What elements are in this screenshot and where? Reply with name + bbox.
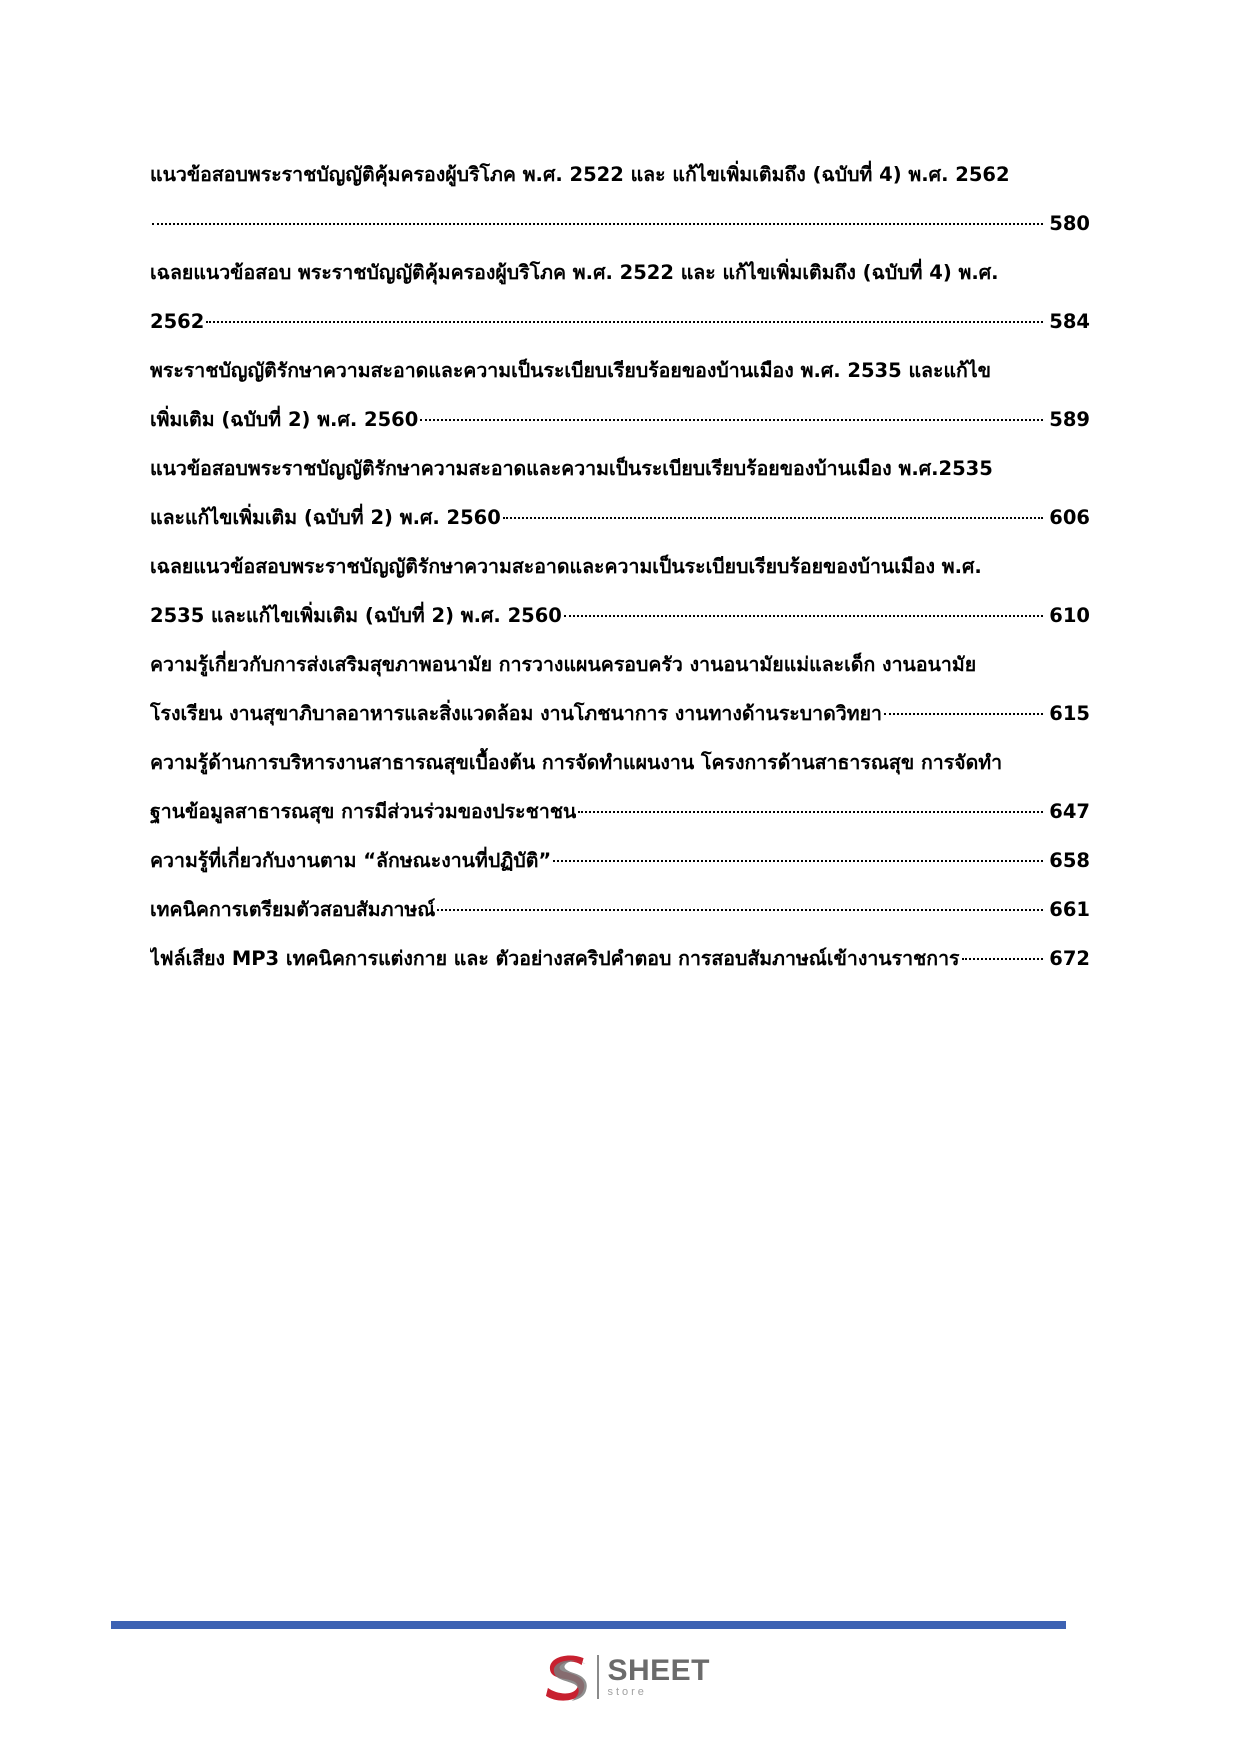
toc-entry-text: ความรู้เกี่ยวกับการส่งเสริมสุขภาพอนามัย การวางแผนครอบครัว งานอนามัยแม่และเด็ก งานอนามัย: [150, 653, 977, 676]
dot-leader: [206, 321, 1043, 323]
toc-entry-text: แนวข้อสอบพระราชบัญญัติรักษาความสะอาดและความเป็นระเบียบเรียบร้อยของบ้านเมือง พ.ศ.2535: [150, 457, 993, 480]
toc-entry-text: เทคนิคการเตรียมตัวสอบสัมภาษณ์: [150, 898, 436, 921]
logo-separator: [597, 1655, 599, 1699]
toc-page-number: 610: [1049, 604, 1090, 627]
logo-text: [607, 1656, 710, 1698]
toc-entry[interactable]: [150, 885, 1090, 934]
dot-leader: [420, 419, 1043, 421]
toc-page-number: 606: [1049, 506, 1090, 529]
toc-page-number: 580: [1049, 212, 1090, 235]
toc-entry[interactable]: [150, 640, 1090, 738]
toc-entry-text: เฉลยแนวข้อสอบ พระราชบัญญัติคุ้มครองผู้บริโภค พ.ศ. 2522 และ แก้ไขเพิ่มเติมถึง (ฉบับที่ 4) พ.ศ.: [150, 261, 999, 284]
toc-entry-text: และแก้ไขเพิ่มเติม (ฉบับที่ 2) พ.ศ. 2560: [150, 506, 501, 529]
toc-entry-text: โรงเรียน งานสุขาภิบาลอาหารและสิ่งแวดล้อม งานโภชนาการ งานทางด้านระบาดวิทยา: [150, 702, 882, 725]
dot-leader: [503, 517, 1043, 519]
toc-entry-text: เพิ่มเติม (ฉบับที่ 2) พ.ศ. 2560: [150, 408, 419, 431]
toc-entry[interactable]: [150, 738, 1090, 836]
dot-leader: [884, 713, 1043, 715]
dot-leader: [553, 860, 1043, 862]
toc-entry-text: ความรู้ที่เกี่ยวกับงานตาม “ลักษณะงานที่ปฏิบัติ”: [150, 849, 552, 872]
toc-page-number: 672: [1049, 947, 1090, 970]
toc-entry[interactable]: [150, 836, 1090, 885]
toc-entry-text: เฉลยแนวข้อสอบพระราชบัญญัติรักษาความสะอาดและความเป็นระเบียบเรียบร้อยของบ้านเมือง พ.ศ.: [150, 555, 982, 578]
toc-entry-text: ความรู้ด้านการบริหารงานสาธารณสุขเบื้องต้น การจัดทำแผนงาน โครงการด้านสาธารณสุข การจัดทำ: [150, 751, 1003, 774]
toc-page-number: 584: [1049, 310, 1090, 333]
dot-leader: [437, 909, 1043, 911]
toc-entry-text: ไฟล์เสียง MP3 เทคนิคการแต่งกาย และ ตัวอย่างสคริปคำตอบ การสอบสัมภาษณ์เข้างานราชการ: [150, 947, 960, 970]
toc-page-number: 589: [1049, 408, 1090, 431]
toc-entry[interactable]: [150, 346, 1090, 444]
toc-entry-text: 2562: [150, 310, 205, 333]
sheet-store-s-icon: [540, 1650, 593, 1704]
toc-entry[interactable]: [150, 934, 1090, 983]
toc-entry-text: ฐานข้อมูลสาธารณสุข การมีส่วนร่วมของประชาชน: [150, 800, 577, 823]
toc-page-number: 658: [1049, 849, 1090, 872]
toc-page-number: 661: [1049, 898, 1090, 921]
toc-entry-text: 2535 และแก้ไขเพิ่มเติม (ฉบับที่ 2) พ.ศ. 2560: [150, 604, 562, 627]
dot-leader: [962, 958, 1044, 960]
dot-leader: [578, 811, 1043, 813]
logo-word: SHEET: [607, 1654, 710, 1687]
toc-entry[interactable]: [150, 444, 1090, 542]
toc-page-number: 647: [1049, 800, 1090, 823]
logo-subtitle: store: [607, 1686, 647, 1698]
toc-entry[interactable]: [150, 150, 1090, 248]
dot-leader: [564, 615, 1043, 617]
dot-leader: [152, 223, 1043, 225]
toc-entry-text: พระราชบัญญัติรักษาความสะอาดและความเป็นระเบียบเรียบร้อยของบ้านเมือง พ.ศ. 2535 และแก้ไข: [150, 359, 991, 382]
toc-entry-text: แนวข้อสอบพระราชบัญญัติคุ้มครองผู้บริโภค พ.ศ. 2522 และ แก้ไขเพิ่มเติมถึง (ฉบับที่ 4) พ.ศ. 2562: [150, 163, 1010, 186]
sheet-store-logo: [540, 1648, 710, 1706]
toc-page-number: 615: [1049, 702, 1090, 725]
toc-entry[interactable]: [150, 248, 1090, 346]
footer-rule: [111, 1621, 1066, 1629]
table-of-contents: [150, 150, 1090, 983]
toc-entry[interactable]: [150, 542, 1090, 640]
